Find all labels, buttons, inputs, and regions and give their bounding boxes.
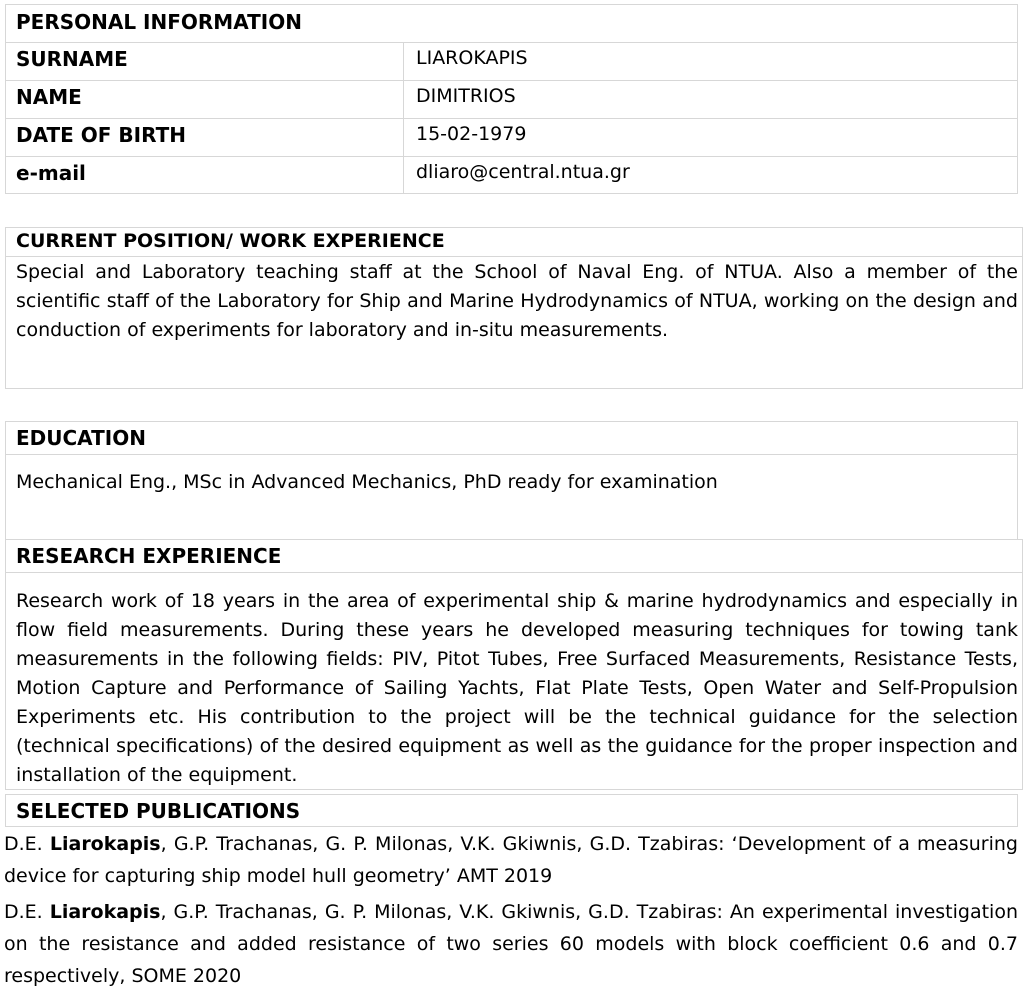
name-label: NAME <box>16 85 82 109</box>
personal-info-heading: PERSONAL INFORMATION <box>16 10 302 34</box>
divider <box>5 42 1018 43</box>
surname-value: LIAROKAPIS <box>416 47 528 69</box>
publication-authors-prefix: D.E. <box>4 901 50 923</box>
publication-rest: , G.P. Trachanas, G. P. Milonas, V.K. Gkiwnis, G.D. Tzabiras: ‘Development of a measuring device for capturing ship model hull geometry’ AMT 2019 <box>4 833 1018 887</box>
surname-label: SURNAME <box>16 47 128 71</box>
publication-author-highlight: Liarokapis <box>49 901 161 923</box>
publications-heading: SELECTED PUBLICATIONS <box>16 799 301 823</box>
education-text: Mechanical Eng., MSc in Advanced Mechanics, PhD ready for examination <box>16 471 718 493</box>
date-of-birth-value: 15-02-1979 <box>416 123 527 145</box>
column-divider <box>403 42 404 194</box>
name-value: DIMITRIOS <box>416 85 516 107</box>
email-label: e-mail <box>16 161 86 185</box>
divider <box>5 118 1018 119</box>
publication-authors-prefix: D.E. <box>4 833 50 855</box>
research-text: Research work of 18 years in the area of experimental ship & marine hydrodynamics and especially in flow field measurements. During these years he developed measuring techniques for towing tank measurements in the following fields: PIV, Pitot Tubes, Free Surfaced Measurements, Resistance Tests, Motion Capture and Performance of Sailing Yachts, Flat Plate Tests, Open Water and Self-Propulsion Experiments etc. His contribution to the project will be the technical guidance for the selection (technical specifications) of the desired equipment as well as the guidance for the proper inspection and installation of the equipment. <box>16 590 1018 786</box>
divider <box>5 156 1018 157</box>
email-value: dliaro@central.ntua.gr <box>416 161 630 183</box>
research-heading: RESEARCH EXPERIENCE <box>16 544 282 568</box>
divider <box>5 572 1023 573</box>
divider <box>5 256 1023 257</box>
divider <box>5 80 1018 81</box>
education-heading: EDUCATION <box>16 426 146 450</box>
publication-rest: , G.P. Trachanas, G. P. Milonas, V.K. Gkiwnis, G.D. Tzabiras: An experimental investigation on the resistance and added resistance of two series 60 models with block coefficient 0.6 and 0.7 respectively, SOME 2020 <box>4 901 1018 987</box>
current-position-text: Special and Laboratory teaching staff at the School of Naval Eng. of NTUA. Also a member of the scientific staff of the Laboratory for Ship and Marine Hydrodynamics of NTUA, working on the design and conduction of experiments for laboratory and in-situ measurements. <box>16 261 1018 341</box>
publication-item <box>4 896 1018 992</box>
publication-item <box>4 828 1018 892</box>
date-of-birth-label: DATE OF BIRTH <box>16 123 186 147</box>
publication-author-highlight: Liarokapis <box>49 833 161 855</box>
divider <box>5 454 1018 455</box>
current-position-heading: CURRENT POSITION/ WORK EXPERIENCE <box>16 230 445 252</box>
